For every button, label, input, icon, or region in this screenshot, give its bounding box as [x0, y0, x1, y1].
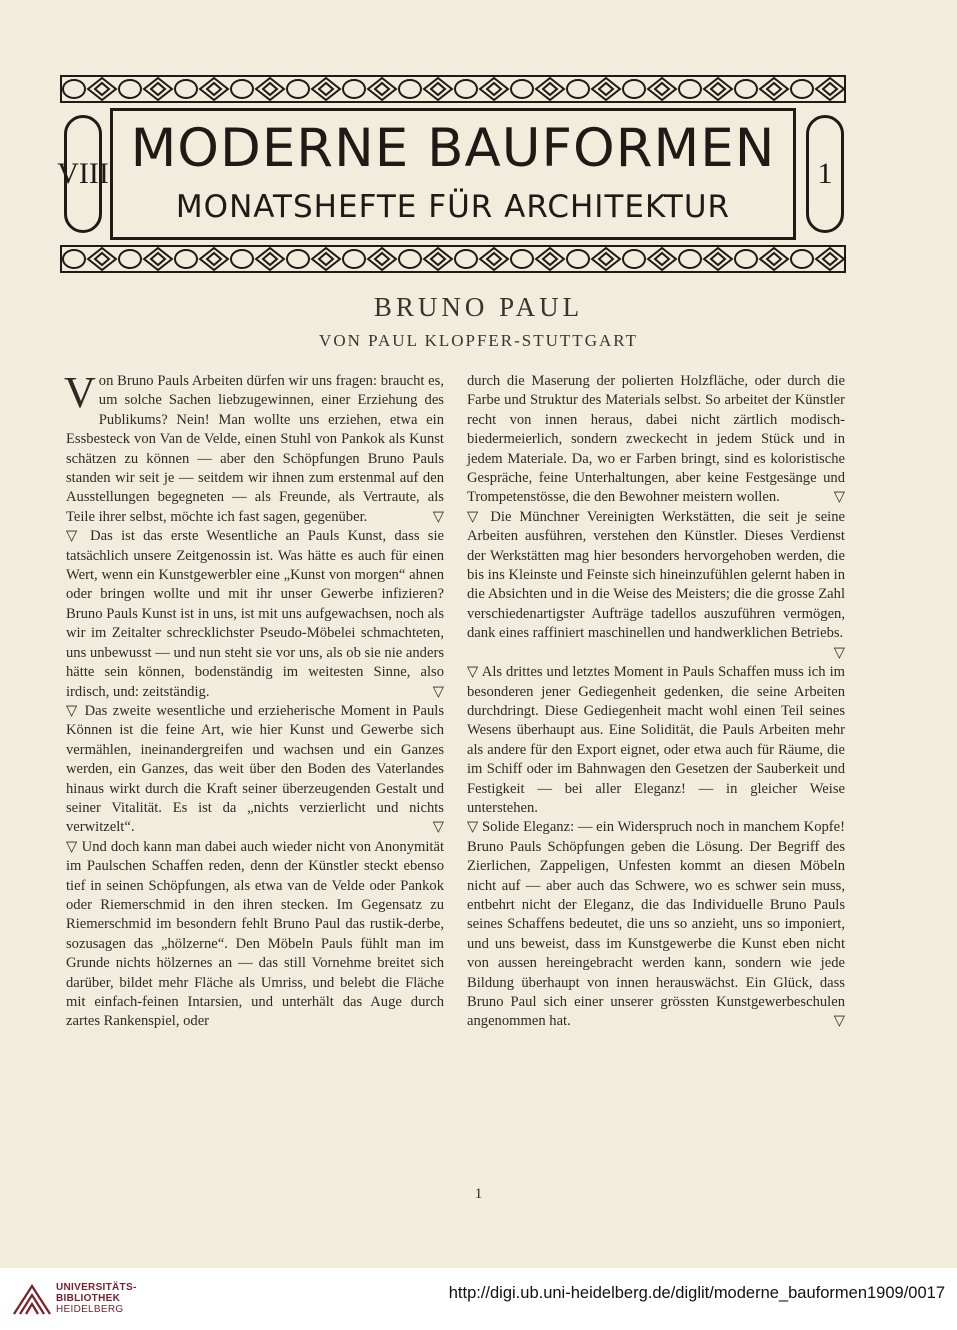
- ornament-oval: [63, 80, 85, 98]
- ornament-diamond: [648, 78, 676, 100]
- source-url-link[interactable]: http://digi.ub.uni-heidelberg.de/diglit/moderne_bauformen1909/0017: [448, 1284, 945, 1302]
- ornament-diamond: [536, 78, 564, 100]
- page-number: 1: [474, 1186, 483, 1202]
- ornament-oval: [679, 80, 701, 98]
- ornament-oval: [287, 250, 309, 268]
- article-title: BRUNO PAUL: [373, 292, 584, 322]
- paragraph: durch die Maserung der polierten Holzfläche, oder durch die Farbe und Struktur des Materials selbst. So arbeitet der Künstler recht von innen heraus, dabei nicht zärtlich modisch-biedermeierlich, sondern zweckecht in jedem Stück und in jedem Materiale. Da, wo er Farben bringt, sind es koloristische Gespräche, feine Unterhaltungen, aber keine Festgesänge und Trompetenstösse, die den Bewohner meistern wollen. ▽: [467, 372, 845, 508]
- ornament-oval: [231, 80, 253, 98]
- paragraph-end-marker: ▽: [833, 644, 845, 661]
- ornament-diamond: [424, 78, 452, 100]
- title-box: [110, 108, 796, 240]
- ornament-diamond: [760, 248, 788, 270]
- ornament-oval: [511, 80, 533, 98]
- ornament-diamond: [592, 248, 620, 270]
- ornament-oval: [735, 250, 757, 268]
- ornament-oval: [623, 80, 645, 98]
- ornament-oval: [455, 250, 477, 268]
- ornament-oval: [343, 250, 365, 268]
- magazine-title: MODERNE BAUFORMEN: [130, 118, 776, 179]
- ornament-oval: [343, 80, 365, 98]
- ornament-diamond: [368, 248, 396, 270]
- ornament-diamond: [368, 78, 396, 100]
- paragraph-end-marker: ▽: [833, 1013, 845, 1030]
- ornament-oval: [119, 250, 141, 268]
- ornament-oval: [63, 250, 85, 268]
- ornament-diamond: [256, 78, 284, 100]
- issue-number: 1: [817, 157, 833, 190]
- article-author: VON PAUL KLOPFER-STUTTGART: [319, 331, 638, 350]
- text-column-right: [467, 372, 845, 1032]
- ornament-diamond: [144, 78, 172, 100]
- ornament-oval: [567, 250, 589, 268]
- paragraph-end-marker: ▽: [833, 489, 845, 506]
- ornament-diamond: [704, 248, 732, 270]
- ornament-oval: [511, 250, 533, 268]
- paragraph: Von Bruno Pauls Arbeiten dürfen wir uns fragen: braucht es, um solche Sachen liebzugewinnen, einer Erziehung des Publikums? Nein! Man wollte uns erziehen, etwa ein Essbesteck von Van de Velde, einen Stuhl von Pankok als Kunst schätzen zu können — aber den Schöpfungen Bruno Pauls standen wir seit je — seitdem wir ihnen zum erstenmal auf den Ausstellungen begegneten — als Freunde, als Vertraute, als Teile ihrer selbst, möchte ich fast sagen, gegenüber. ▽: [66, 372, 444, 527]
- ornament-oval: [735, 80, 757, 98]
- text-column-left: [64, 368, 444, 1032]
- drop-cap: V: [64, 368, 96, 417]
- ornament-diamond: [200, 248, 228, 270]
- ornament-diamond: [88, 248, 116, 270]
- ornament-diamond: [648, 248, 676, 270]
- ornament-oval: [175, 80, 197, 98]
- issue-oval: [806, 115, 844, 233]
- ornament-oval: [455, 80, 477, 98]
- ornament-diamond: [760, 78, 788, 100]
- ornament-diamond: [312, 248, 340, 270]
- paragraph: ▽ Die Münchner Vereinigten Werkstätten, die seit je seine Arbeiten ausführen, verstehen den Künstler. Dieses Verdienst der Werkstätten mag hier besonders hervorgehoben werden, die bis ins Kleinste und Feinste sich hineinzufühlen gelernt haben in die Absichten und in die Weise des Meisters; die die grosse Zahl verschiedenartigster Aufträge tadellos auszuführen vermögen, dank eines raffiniert maschinellen und handwerklichen Betriebs. ▽: [467, 508, 845, 644]
- ornament-oval: [623, 250, 645, 268]
- paragraph: ▽ Solide Eleganz: — ein Widerspruch noch in manchem Kopfe! Bruno Pauls Schöpfungen geben die Lösung. Der Begriff des Zierlichen, Zappeligen, Unfesten kommt an diesen Möbeln nicht auf — aber auch das Schwere, wo es schwer sein muss, entbehrt nicht der Eleganz, die das Individuelle Bruno Pauls seines Schaffens bedeutet, die uns so anzieht, uns so imponiert, und uns beweist, dass im Kunstgewerbe die Kunst eben nicht von aussen hereingebracht werden kann, sondern wie jede Bildung überhaupt von innen herauswächst. Ein Glück, dass Bruno Paul sich einer unserer grössten Kunstgewerbeschulen angenommen hat. ▽: [467, 818, 845, 1031]
- ornament-diamond: [816, 248, 844, 270]
- masthead: [57, 75, 846, 273]
- paragraph-end-marker: ▽: [432, 819, 444, 836]
- ornament-diamond: [536, 248, 564, 270]
- paragraph: ▽ Und doch kann man dabei auch wieder nicht von Anonymität im Paulschen Schaffen reden, denn der Künstler steckt ebenso tief in seinen Schöpfungen, als etwa van de Velde oder Pankok oder Riemerschmid in den ihren stecken. Im Gegensatz zu Riemerschmid im besondern fehlt Bruno Paul das rustik-derbe, sozusagen das „hölzerne“. Den Möbeln Pauls fühlt man im Grunde nichts hölzernes an — das still Vornehme breitet sich darüber, bildet mehr Fläche als Umriss, und belebt die Fläche mit einfach-feinen Intarsien, und unterhält das Auge durch zartes Rankenspiel, oder: [66, 838, 444, 1030]
- ornament-diamond: [200, 78, 228, 100]
- ornament-oval: [231, 250, 253, 268]
- ornament-diamond: [816, 78, 844, 100]
- ornament-oval: [175, 250, 197, 268]
- magazine-subtitle: MONATSHEFTE FÜR ARCHITEKTUR: [175, 189, 731, 225]
- digitization-footer: [0, 1268, 957, 1330]
- ornament-diamond: [480, 78, 508, 100]
- ornament-diamond: [704, 78, 732, 100]
- ornament-oval: [287, 80, 309, 98]
- ornament-band-top: [60, 75, 846, 103]
- ornament-diamond: [312, 78, 340, 100]
- ornament-oval: [791, 80, 813, 98]
- ornament-oval: [791, 250, 813, 268]
- ornament-diamond: [424, 248, 452, 270]
- ornament-oval: [399, 80, 421, 98]
- ornament-diamond: [144, 248, 172, 270]
- library-name: UNIVERSITÄTS- BIBLIOTHEK HEIDELBERG: [56, 1282, 137, 1315]
- ornament-oval: [399, 250, 421, 268]
- paragraph: ▽ Das zweite wesentliche und erzieherische Moment in Pauls Können ist die feine Art, wie hier Kunst und Gewerbe sich vermählen, ineinandergreifen und wachsen und ein Ganzes werden, ein Ganzes, das weit über den Boden des Vaterlandes hinaus wirkt durch die Kraft seiner überzeugenden Gestalt und seiner Vitalität. Es ist da „nichts verzierlicht und nichts verwitzelt“. ▽: [66, 702, 444, 838]
- ornament-diamond: [256, 248, 284, 270]
- volume-oval: [57, 115, 109, 233]
- ornament-diamond: [480, 248, 508, 270]
- ornament-diamond: [592, 78, 620, 100]
- paragraph: ▽ Das ist das erste Wesentliche an Pauls Kunst, dass sie tatsächlich unsere Zeitgenossin ist. Was hätte es auch für einen Wert, wenn ein Kunstgewerbler eine „Kunst von morgen“ ahnen oder bringen wollte und mit ihr unser Gewerbe infizieren? Bruno Pauls Kunst ist in uns, ist mit uns aufgewachsen, noch als wir im Zeitalter schrecklichster Pseudo-Möbelei schmachteten, uns unbewusst — und nun steht sie vor uns, als ob sie nie anders hätte sein können, bodenständig im weitesten Sinne, also irdisch, und: zeitständig. ▽: [66, 527, 444, 702]
- ornament-diamond: [88, 78, 116, 100]
- volume-number: VIII: [57, 157, 109, 190]
- paragraph: ▽ Als drittes und letztes Moment in Pauls Schaffen muss ich im besonderen jener Gediegenheit gedenken, die seine Arbeiten durchdringt. Diese Gediegenheit macht wohl einen Teil seines Wesens überhaupt aus. Eine Solidität, die Pauls Arbeiten mehr als andere für den Export eignet, oder etwa auch für Räume, die im Schiff oder im Bahnwagen den Gesetzen der Sauberkeit und Festigkeit — bei aller Eleganz! — in gleicher Weise unterstehen.: [467, 664, 845, 816]
- ornament-oval: [567, 80, 589, 98]
- ornament-oval: [119, 80, 141, 98]
- ornament-band-bottom: [60, 245, 846, 273]
- paragraph-end-marker: ▽: [432, 683, 444, 700]
- ornament-oval: [679, 250, 701, 268]
- paragraph-end-marker: ▽: [432, 508, 444, 525]
- library-logo-icon: [12, 1282, 52, 1318]
